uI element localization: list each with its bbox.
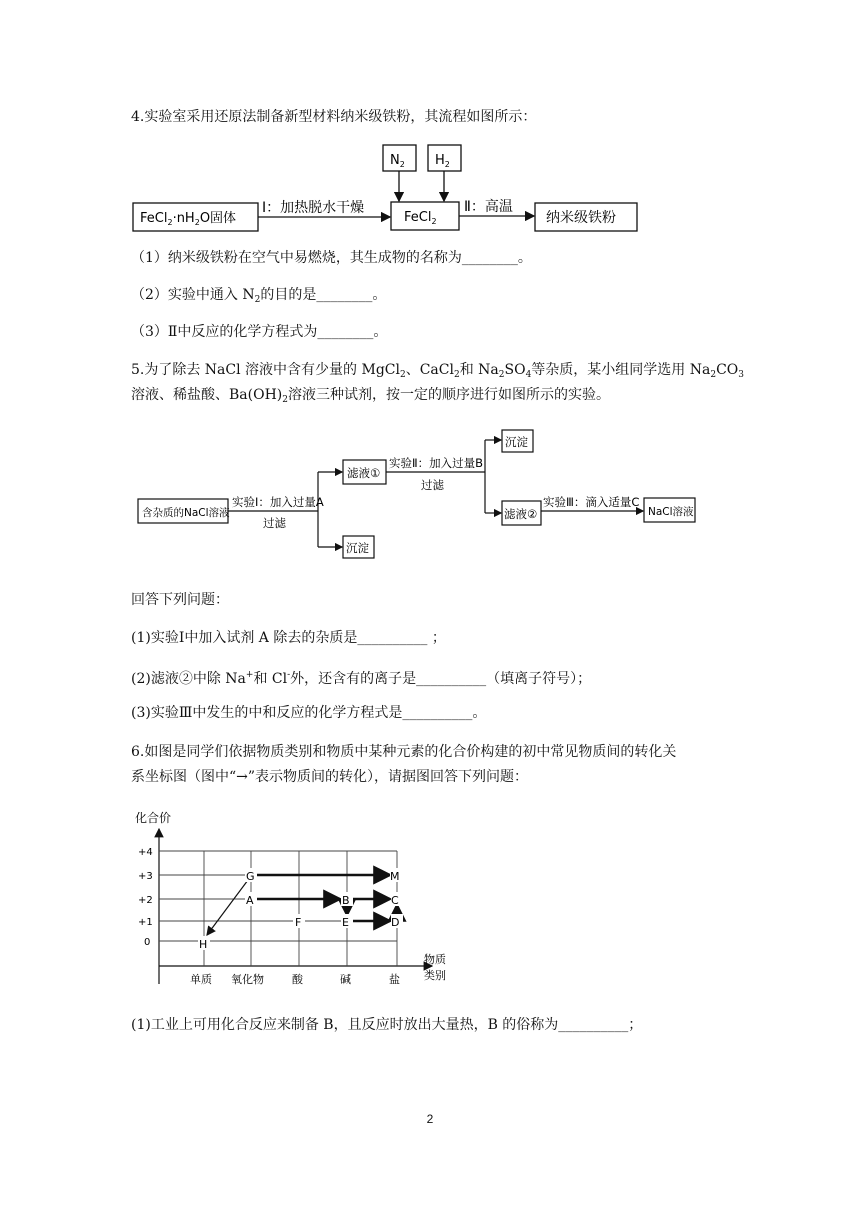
q6-stem-line1: 6.如图是同学们依据物质类别和物质中某种元素的化合价构建的初中常见物质间的转化关 — [131, 744, 677, 760]
q4-stem: 4.实验室采用还原法制备新型材料纳米级铁粉，其流程如图所示： — [131, 109, 537, 125]
q5-filter1-label: 过滤 — [263, 516, 286, 530]
q6-stem-line2: 系坐标图（图中“→”表示物质间的转化），请据图回答下列问题： — [131, 769, 529, 785]
q5-filtrate1-label: 滤液① — [347, 466, 381, 480]
q5-precip2-label: 沉淀 — [505, 435, 528, 449]
q5-filtrate2-label: 滤液② — [504, 507, 538, 521]
q5-subq2: (2)滤液②中除 Na+和 Cl-外，还含有的离子是__________（填离子符号）； — [131, 670, 592, 687]
q6-ytick-1: +1 — [138, 917, 153, 928]
q5-precip1-label: 沉淀 — [346, 541, 369, 555]
q6-xlabel-line2: 类别 — [424, 969, 446, 982]
q6-xtick-element: 单质 — [190, 973, 212, 986]
q4-flow-diagram — [0, 140, 860, 240]
q6-xtick-base: 碱 — [340, 973, 351, 986]
q5-final-label: NaCl溶液 — [648, 506, 694, 518]
q5-exp2-label: 实验Ⅱ：加入过量B — [389, 456, 484, 470]
q6-ytick-4: +4 — [138, 847, 153, 858]
q4-h2-label: $H_2$ — [435, 153, 450, 169]
q6-ytick-0: 0 — [144, 937, 151, 948]
q6-point-D: D — [391, 916, 400, 929]
q6-valence-chart — [0, 803, 860, 993]
q4-subq3: （3）Ⅱ中反应的化学方程式为________。 — [131, 324, 388, 340]
q5-stem-line2: 溶液、稀盐酸、$Ba(OH)_2$溶液三种试剂，按一定的顺序进行如图所示的实验。 — [131, 387, 610, 405]
q5-start-label: 含杂质的NaCl溶液 — [142, 507, 230, 519]
q6-ytick-3: +3 — [138, 871, 153, 882]
q6-xlabel-line1: 物质 — [424, 953, 446, 966]
q4-subq2: （2）实验中通入 $N_2$的目的是________。 — [131, 287, 387, 305]
q5-subq1: (1)实验Ⅰ中加入试剂 A 除去的杂质是__________ ； — [131, 630, 446, 646]
q6-point-A: A — [246, 894, 254, 907]
q6-point-H: H — [199, 938, 208, 951]
page-number: 2 — [426, 1112, 434, 1126]
q4-step2-label: Ⅱ：高温 — [464, 199, 513, 215]
q6-xtick-oxide: 氧化物 — [231, 973, 264, 986]
q5-subq3: (3)实验Ⅲ中发生的中和反应的化学方程式是__________。 — [131, 705, 487, 721]
q5-filter2-label: 过滤 — [421, 478, 444, 492]
q6-ylabel: 化合价 — [135, 811, 172, 825]
q6-point-G: G — [246, 870, 255, 883]
q6-xtick-acid: 酸 — [292, 973, 303, 986]
q5-intro: 回答下列问题： — [131, 592, 229, 608]
q6-point-C: C — [391, 894, 399, 907]
q6-ytick-2: +2 — [138, 895, 153, 906]
q6-point-M: M — [390, 870, 400, 883]
q6-point-E: E — [342, 916, 349, 929]
q5-flow-diagram — [0, 425, 860, 565]
q6-subq1: (1)工业上可用化合反应来制备 B，且反应时放出大量热，B 的俗称为__________； — [131, 1017, 643, 1033]
q6-point-F: F — [295, 916, 302, 929]
q5-exp1-label: 实验Ⅰ：加入过量A — [232, 495, 324, 509]
q5-exp3-label: 实验Ⅲ：滴入适量C — [543, 495, 640, 509]
q6-point-B: B — [342, 894, 350, 907]
q4-mid-label: FeCl$_2$ — [404, 210, 437, 226]
q6-xtick-salt: 盐 — [389, 973, 400, 986]
q4-step1-label: Ⅰ：加热脱水干燥 — [262, 200, 365, 216]
q4-subq1: （1）纳米级铁粉在空气中易燃烧，其生成物的名称为________。 — [131, 250, 532, 266]
q4-n2-label: $N_2$ — [390, 153, 405, 169]
q4-product-label: 纳米级铁粉 — [546, 210, 616, 226]
q5-stem-line1: 5.为了除去 NaCl 溶液中含有少量的 MgCl$_2$、CaCl$_2$和 $Na_2SO_4$等杂质，某小组同学选用 $Na_2CO_3$ — [131, 362, 745, 380]
q4-start-label: $FeCl_2\cdot nH_2O$固体 — [140, 211, 237, 227]
